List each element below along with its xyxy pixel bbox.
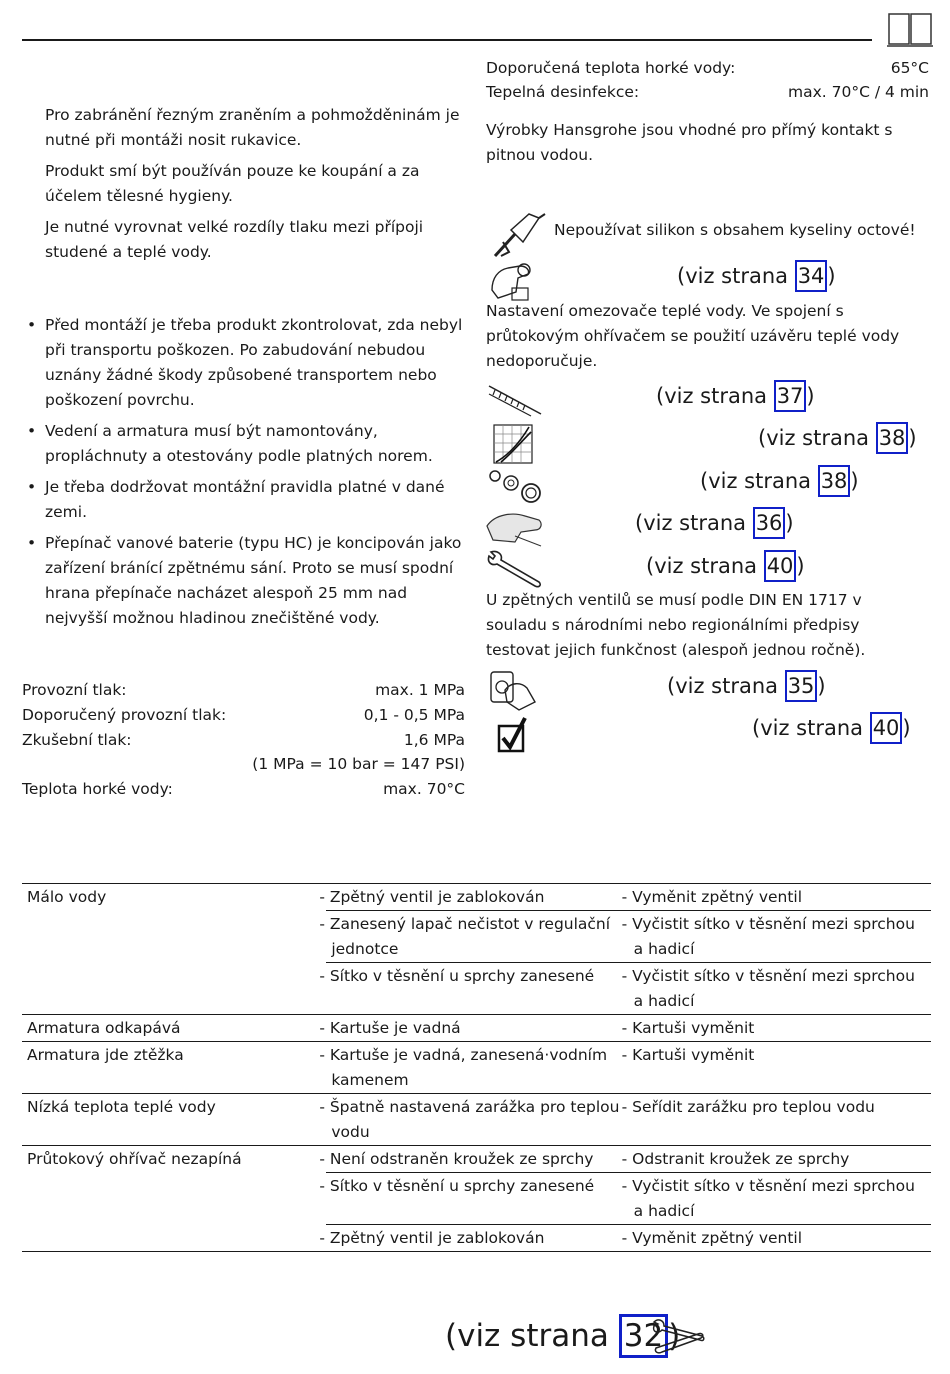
- cause-cell: - Zpětný ventil je zablokován: [326, 1225, 628, 1252]
- remedy-cell: - Vyčistit sítko v těsnění mezi sprchou a hadicí: [629, 911, 931, 963]
- table-row: [22, 1042, 931, 1094]
- safety-usage-text: Produkt smí být používán pouze ke koupání a za účelem tělesné hygieny.: [45, 162, 420, 205]
- table-row: [22, 1146, 931, 1173]
- hand-test-icon: [489, 668, 537, 712]
- spec-value: max. 1 MPa: [375, 681, 465, 699]
- mounting-notes: [22, 313, 467, 637]
- spec-label: Doporučený provozní tlak:: [22, 706, 227, 724]
- table-row: [22, 1225, 931, 1252]
- page-link[interactable]: 40: [870, 712, 903, 744]
- remedy-cell: - Vyměnit zpětný ventil: [629, 884, 931, 911]
- table-row: [22, 1094, 931, 1146]
- page-link[interactable]: 37: [774, 380, 807, 412]
- page-link[interactable]: 34: [795, 260, 828, 292]
- page-reference: (viz strana 38 ): [758, 422, 917, 454]
- spec-value: 0,1 - 0,5 MPa: [363, 706, 465, 724]
- cause-cell: - Kartuše je vadná, zanesená·vodním kamenem: [326, 1042, 628, 1094]
- remedy-cell: - Odstranit kroužek ze sprchy: [629, 1146, 931, 1173]
- problem-cell: [22, 1225, 326, 1252]
- header-rule: [22, 39, 872, 41]
- scale-ruler-icon: [487, 382, 543, 418]
- page-reference: (viz strana 34 ): [677, 260, 836, 292]
- problem-cell: [22, 963, 326, 1015]
- spec-label: Provozní tlak:: [22, 681, 127, 699]
- footer-page-reference: (viz strana 32 ): [445, 1314, 680, 1358]
- mounting-note: • Přepínač vanové baterie (typu HC) je koncipován jako zařízení bránící zpětnému sání. Proto se musí spodní hrana přepínače nacházet alespoň 25 mm nad nejvyšší možnou hladinou znečištěné vody.: [22, 531, 467, 631]
- table-row: [22, 963, 931, 1015]
- mounting-note: • Vedení a armatura musí být namontovány, propláchnuty a otestovány podle platných norem.: [22, 419, 467, 469]
- remedy-cell: - Vyčistit sítko v těsnění mezi sprchou a hadicí: [629, 1173, 931, 1225]
- book-icon: [886, 10, 934, 48]
- problem-cell: Armatura jde ztěžka: [22, 1042, 326, 1094]
- remedy-cell: - Kartuši vyměnit: [629, 1015, 931, 1042]
- remedy-cell: - Seřídit zarážku pro teplou vodu: [629, 1094, 931, 1146]
- mounting-note: • Je třeba dodržovat montážní pravidla platné v dané zemi.: [22, 475, 467, 525]
- page-link[interactable]: 38: [818, 465, 851, 497]
- silicone-warning-text: Nepoužívat silikon s obsahem kyseliny octové!: [554, 221, 916, 239]
- spec-value: max. 70°C: [383, 780, 465, 798]
- spec-row: [22, 678, 465, 703]
- page-link[interactable]: 40: [764, 550, 797, 582]
- drinking-water-text: Výrobky Hansgrohe jsou vhodné pro přímý kontakt s pitnou vodou.: [486, 121, 893, 164]
- spec-label: Tepelná desinfekce:: [486, 83, 640, 101]
- cleaning-icon: [485, 506, 545, 548]
- hot-water-limiter-text: Nastavení omezovače teplé vody. Ve spojení s průtokovým ohřívačem se použití uzávěru teplé vody nedoporučuje.: [486, 302, 900, 370]
- spec-value: max. 70°C / 4 min: [787, 83, 929, 101]
- cause-cell: - Není odstraněn kroužek ze sprchy: [326, 1146, 628, 1173]
- spec-row: [22, 777, 465, 802]
- page-reference: (viz strana 36 ): [635, 507, 794, 539]
- tools-icon: [650, 1318, 706, 1356]
- cause-cell: - Sítko v těsnění u sprchy zanesené: [326, 963, 628, 1015]
- problem-cell: Armatura odkapává: [22, 1015, 326, 1042]
- table-row: [22, 1015, 931, 1042]
- problem-cell: Nízká teplota teplé vody: [22, 1094, 326, 1146]
- page-reference: (viz strana 35 ): [667, 670, 826, 702]
- spec-row: [486, 56, 929, 81]
- troubleshooting-table: [22, 883, 931, 1252]
- spec-label: Zkušební tlak:: [22, 731, 132, 749]
- spec-label: Teplota horké vody:: [22, 780, 173, 798]
- problem-cell: Málo vody: [22, 884, 326, 911]
- page-link[interactable]: 36: [753, 507, 786, 539]
- page-reference: (viz strana 38 ): [700, 465, 859, 497]
- spec-row: [22, 703, 465, 728]
- spec-row: [22, 728, 465, 753]
- spec-label: Doporučená teplota horké vody:: [486, 59, 736, 77]
- table-row: [22, 1173, 931, 1225]
- cause-cell: - Zpětný ventil je zablokován: [326, 884, 628, 911]
- spec-row: [22, 752, 465, 777]
- cause-cell: - Špatně nastavená zarážka pro teplou vodu: [326, 1094, 628, 1146]
- checkbox-icon: [497, 716, 529, 754]
- page-reference: (viz strana 37 ): [656, 380, 815, 412]
- spec-value: (1 MPa = 10 bar = 147 PSI): [252, 755, 465, 773]
- page-link[interactable]: 38: [876, 422, 909, 454]
- safety-pressure-text: Je nutné vyrovnat velké rozdíly tlaku mezi přípoji studené a teplé vody.: [45, 218, 424, 261]
- page-reference: (viz strana 40 ): [646, 550, 805, 582]
- remedy-cell: - Vyčistit sítko v těsnění mezi sprchou a hadicí: [629, 963, 931, 1015]
- cause-cell: - Kartuše je vadná: [326, 1015, 628, 1042]
- check-valve-text: U zpětných ventilů se musí podle DIN EN 1717 v souladu s národními nebo regionálními předpisy testovat jejich funkčnost (alespoň jednou ročně).: [486, 591, 866, 659]
- page-link[interactable]: 35: [785, 670, 818, 702]
- spare-parts-icon: [487, 467, 543, 505]
- table-row: [22, 911, 931, 963]
- mounting-note: • Před montáží je třeba produkt zkontrolovat, zda nebyl při transportu poškozen. Po zabudování nebudou uznány žádné škody způsobené transportem nebo poškození povrchu.: [22, 313, 467, 413]
- spec-row: [486, 80, 929, 105]
- spec-value: 65°C: [890, 59, 929, 77]
- problem-cell: [22, 911, 326, 963]
- remedy-cell: - Kartuši vyměnit: [629, 1042, 931, 1094]
- cause-cell: - Sítko v těsnění u sprchy zanesené: [326, 1173, 628, 1225]
- cause-cell: - Zanesený lapač nečistot v regulační jednotce: [326, 911, 628, 963]
- page-reference: (viz strana 40 ): [752, 712, 911, 744]
- spec-value: 1,6 MPa: [403, 731, 465, 749]
- hand-adjust-icon: [488, 260, 534, 302]
- problem-cell: [22, 1173, 326, 1225]
- table-row: [22, 884, 931, 911]
- remedy-cell: - Vyměnit zpětný ventil: [629, 1225, 931, 1252]
- flow-diagram-icon: [493, 424, 533, 464]
- problem-cell: Průtokový ohřívač nezapíná: [22, 1146, 326, 1173]
- silicone-gun-icon: [489, 212, 547, 260]
- page-link[interactable]: 32: [619, 1314, 668, 1358]
- safety-gloves-text: Pro zabránění řezným zraněním a pohmožděninám je nutné při montáži nosit rukavice.: [45, 106, 460, 149]
- wrench-icon: [485, 550, 543, 590]
